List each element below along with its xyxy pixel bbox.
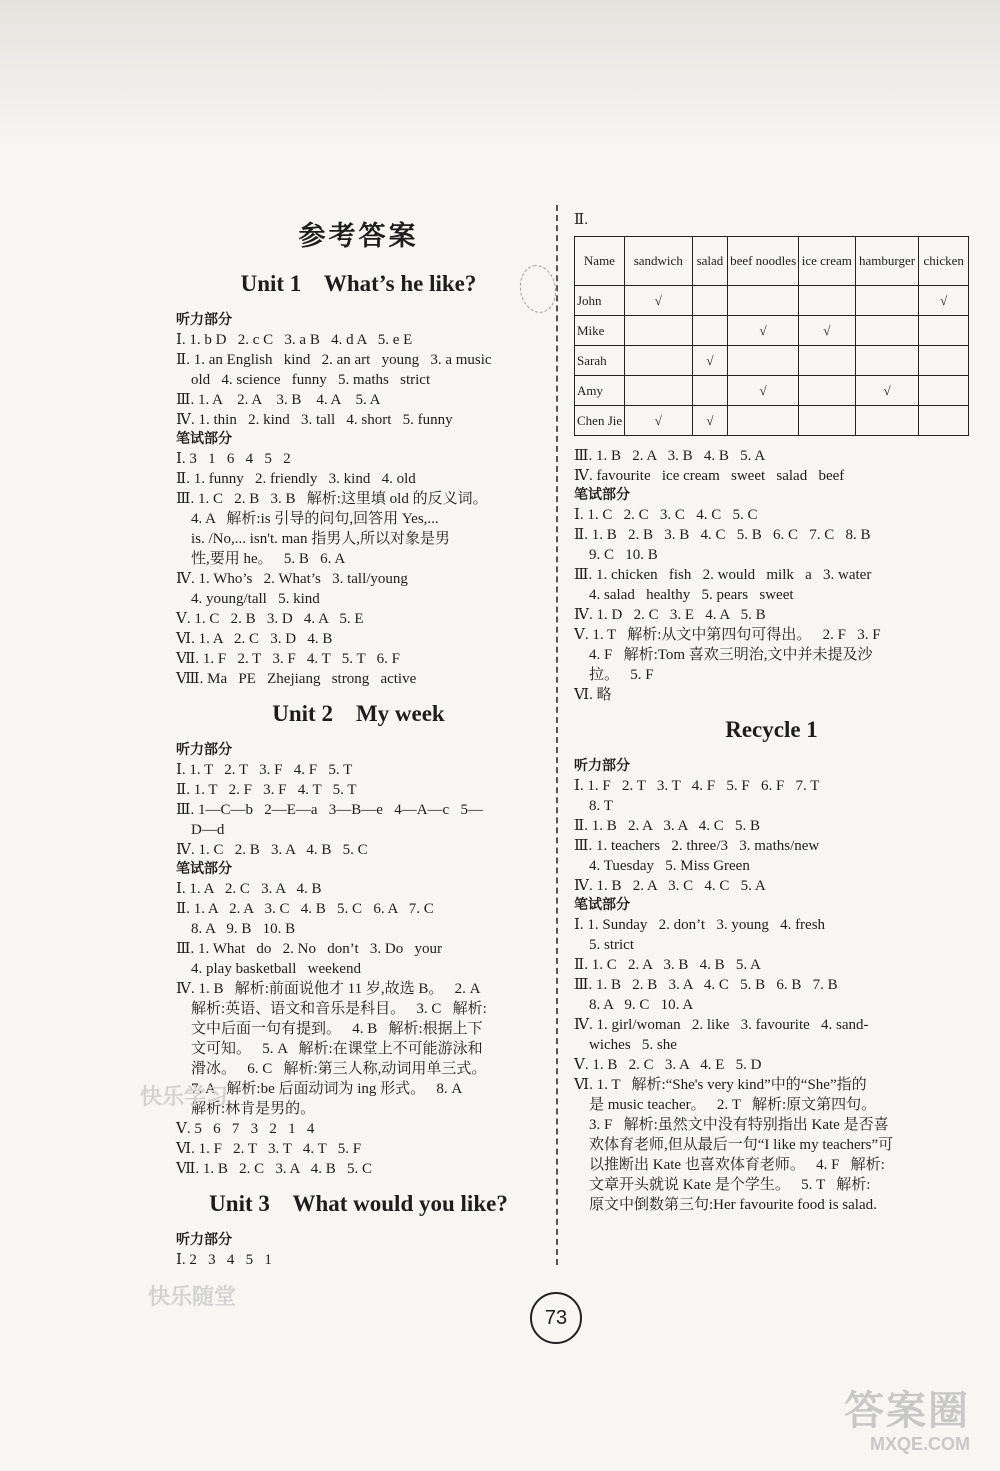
answer-line: Ⅱ. 1. B 2. A 3. A 4. C 5. B [574,818,761,834]
page-title: 参考答案 [298,221,419,252]
page-number: 73 [530,1292,582,1344]
answer-line: Ⅰ. 2 3 4 5 1 [176,1252,272,1268]
answer-line: Ⅵ. 略 [574,687,612,703]
answer-line: Ⅶ. 1. B 2. C 3. A 4. B 5. C [176,1161,373,1177]
answer-line: 9. C 10. B [574,547,658,563]
table-check-cell [798,346,855,376]
answer-line: 解析:英语、语文和音乐是科目。 3. C 解析: [176,1001,487,1017]
table-check-cell: √ [728,316,799,346]
unit-heading: Unit 1 What’s he like? [240,271,477,296]
answer-line: Ⅱ. 1. T 2. F 3. F 4. T 5. T [176,782,357,798]
answer-line: 8. A 9. B 10. B [176,921,296,937]
table-check-cell [855,316,919,346]
answer-line: 拉。 5. F [574,667,654,683]
table-check-cell: √ [855,376,919,406]
answer-line: Ⅰ. 1. T 2. T 3. F 4. F 5. T [176,762,353,778]
answer-line: 7. A 解析:be 后面动词为 ing 形式。 8. A [176,1081,463,1097]
watermark-logo-text: 答案圈 [844,1389,970,1433]
answer-line: 4. F 解析:Tom 喜欢三明治,文中并未提及沙 [574,647,873,663]
table-check-cell [692,286,728,316]
table-check-cell [855,346,919,376]
answer-line: Ⅴ. 1. C 2. B 3. D 4. A 5. E [176,611,364,627]
table-header-cell: hamburger [855,237,919,286]
table-check-cell: √ [728,376,799,406]
table-row [575,346,969,376]
table-header-cell: Name [575,237,625,286]
answer-line: 3. F 解析:虽然文中没有特别指出 Kate 是否喜 [574,1117,889,1133]
section-heading: 听力部分 [574,758,630,774]
table-check-cell: √ [624,406,692,436]
table-check-cell [692,376,728,406]
section-heading: 笔试部分 [574,487,630,503]
answer-line: Ⅲ. 1. What do 2. No don’t 3. Do your [176,941,442,957]
table-section-label: Ⅱ. [574,212,588,228]
section-heading: 听力部分 [176,1232,232,1248]
table-check-cell: √ [798,316,855,346]
table-row [575,286,969,316]
table-check-cell [919,346,969,376]
answer-line: 欢体育老师,但从最后一句“I like my teachers”可 [574,1137,894,1153]
answer-line: Ⅰ. 1. Sunday 2. don’t 3. young 4. fresh [574,917,826,933]
answer-line: Ⅶ. 1. F 2. T 3. F 4. T 5. T 6. F [176,651,400,667]
answer-line: Ⅴ. 1. B 2. C 3. A 4. E 5. D [574,1057,762,1073]
answer-line: Ⅰ. 1. F 2. T 3. T 4. F 5. F 6. F 7. T [574,778,820,794]
table-check-cell [855,286,919,316]
right-column [574,210,969,1215]
answer-line: Ⅵ. 1. T 解析:“She's very kind”中的“She”指的 [574,1077,867,1093]
table-name-cell: Chen Jie [575,406,625,436]
answer-line: 原文中倒数第三句:Her favourite food is salad. [574,1197,877,1213]
table-name-cell: Amy [575,376,625,406]
table-name-cell: John [575,286,625,316]
section-heading: 听力部分 [176,312,232,328]
section-heading: 笔试部分 [176,431,232,447]
answer-line: Ⅱ. 1. B 2. B 3. B 4. C 5. B 6. C 7. C 8. B [574,527,871,543]
section-heading: 笔试部分 [574,897,630,913]
answer-line: Ⅱ. 1. A 2. A 3. C 4. B 5. C 6. A 7. C [176,901,434,917]
table-header-cell: sandwich [624,237,692,286]
answer-line: 文章开头就说 Kate 是个学生。 5. T 解析: [574,1177,871,1193]
table-check-cell [624,376,692,406]
table-check-cell [855,406,919,436]
answer-line: 4. Tuesday 5. Miss Green [574,858,750,874]
answer-line: 性,要用 he。 5. B 6. A [176,551,346,567]
answer-line: 4. A 解析:is 引导的问句,回答用 Yes,... [176,511,439,527]
answer-line: 滑冰。 6. C 解析:第三人称,动词用单三式。 [176,1061,487,1077]
table-check-cell [624,316,692,346]
table-check-cell: √ [919,286,969,316]
answer-line: 文可知。 5. A 解析:在课堂上不可能游泳和 [176,1041,483,1057]
table-header-row [575,237,969,286]
table-check-cell [798,376,855,406]
answer-line: Ⅰ. 1. A 2. C 3. A 4. B [176,881,322,897]
right-answer-list [574,446,969,1215]
answer-line: D—d [176,822,225,838]
answer-line: Ⅳ. 1. thin 2. kind 3. tall 4. short 5. funny [176,412,453,428]
answer-line: Ⅳ. favourite ice cream sweet salad beef [574,468,845,484]
answer-line: Ⅳ. 1. B 解析:前面说他才 11 岁,故选 B。 2. A [176,981,481,997]
answer-line: Ⅲ. 1. B 2. A 3. B 4. B 5. A [574,448,766,464]
answer-line: is. /No,... isn't. man 指男人,所以对象是男 [176,531,450,547]
site-watermark [810,1389,970,1459]
table-header-cell: beef noodles [728,237,799,286]
answer-line: Ⅱ. 1. an English kind 2. an art young 3. a music [176,352,492,368]
table-check-cell [728,406,799,436]
answer-line: Ⅲ. 1—C—b 2—E—a 3—B—e 4—A—c 5— [176,802,483,818]
answer-line: Ⅲ. 1. chicken fish 2. would milk a 3. water [574,567,872,583]
section-heading: 听力部分 [176,742,232,758]
answer-line: Ⅳ. 1. C 2. B 3. A 4. B 5. C [176,842,368,858]
table-header-cell: ice cream [798,237,855,286]
table-row [575,406,969,436]
answer-line: 5. strict [574,937,634,953]
table-check-cell [919,406,969,436]
table-check-cell [798,406,855,436]
left-column [176,210,541,1270]
answer-line: Ⅵ. 1. F 2. T 3. T 4. T 5. F [176,1141,362,1157]
answer-line: 以推断出 Kate 也喜欢体育老师。 4. F 解析: [574,1157,885,1173]
faint-watermark: 快乐学习 [140,1085,229,1110]
answer-line: 文中后面一句有提到。 4. B 解析:根据上下 [176,1021,483,1037]
answer-line: 8. T [574,798,613,814]
table-name-cell: Mike [575,316,625,346]
answer-line: Ⅰ. 3 1 6 4 5 2 [176,451,291,467]
table-row [575,316,969,346]
answer-line: Ⅱ. 1. C 2. A 3. B 4. B 5. A [574,957,761,973]
table-check-cell: √ [692,406,728,436]
answer-line: 8. A 9. C 10. A [574,997,694,1013]
table-name-cell: Sarah [575,346,625,376]
answer-line: Ⅴ. 5 6 7 3 2 1 4 [176,1121,315,1137]
table-header-cell: chicken [919,237,969,286]
answer-line: Ⅰ. 1. b D 2. c C 3. a B 4. d A 5. e E [176,332,413,348]
table-check-cell [798,286,855,316]
section-heading: 笔试部分 [176,861,232,877]
table-header-cell: salad [692,237,728,286]
answer-line: Ⅰ. 1. C 2. C 3. C 4. C 5. C [574,507,758,523]
table-check-cell [624,346,692,376]
answer-line: Ⅷ. Ma PE Zhejiang strong active [176,671,417,687]
answer-line: Ⅴ. 1. T 解析:从文中第四句可得出。 2. F 3. F [574,627,881,643]
answer-line: Ⅵ. 1. A 2. C 3. D 4. B [176,631,333,647]
unit-heading: Recycle 1 [725,717,818,742]
watermark-url: MXQE.COM [869,1434,970,1454]
unit-heading: Unit 3 What would you like? [209,1191,508,1216]
answer-line: old 4. science funny 5. maths strict [176,372,431,388]
unit-heading: Unit 2 My week [272,701,445,726]
answer-line: Ⅲ. 1. teachers 2. three/3 3. maths/new [574,838,820,854]
answer-line: wiches 5. she [574,1037,677,1053]
left-answer-list [176,271,541,1270]
answer-line: Ⅱ. 1. funny 2. friendly 3. kind 4. old [176,471,416,487]
scan-top-band [0,0,1000,150]
faint-watermark-2: 快乐随堂 [148,1285,237,1310]
table-check-cell [919,376,969,406]
answer-line: Ⅳ. 1. girl/woman 2. like 3. favourite 4. sand- [574,1017,869,1033]
table-check-cell: √ [624,286,692,316]
table-body [575,286,969,436]
answer-line: Ⅳ. 1. D 2. C 3. E 4. A 5. B [574,607,766,623]
answer-line: 4. salad healthy 5. pears sweet [574,587,794,603]
food-preference-table [574,236,969,436]
table-check-cell [692,316,728,346]
answer-line: Ⅲ. 1. B 2. B 3. A 4. C 5. B 6. B 7. B [574,977,838,993]
table-check-cell [919,316,969,346]
answer-line: Ⅳ. 1. B 2. A 3. C 4. C 5. A [574,878,766,894]
answer-line: 解析:林肯是男的。 [176,1101,316,1117]
answer-line: Ⅳ. 1. Who’s 2. What’s 3. tall/young [176,571,408,587]
table-row [575,376,969,406]
answer-line: 是 music teacher。 2. T 解析:原文第四句。 [574,1097,877,1113]
answer-line: 4. play basketball weekend [176,961,361,977]
table-check-cell [728,286,799,316]
column-divider [556,205,558,1265]
table-check-cell: √ [692,346,728,376]
table-check-cell [728,346,799,376]
answer-line: Ⅲ. 1. A 2. A 3. B 4. A 5. A [176,392,381,408]
answer-line: Ⅲ. 1. C 2. B 3. B 解析:这里填 old 的反义词。 [176,491,488,507]
answer-line: 4. young/tall 5. kind [176,591,320,607]
